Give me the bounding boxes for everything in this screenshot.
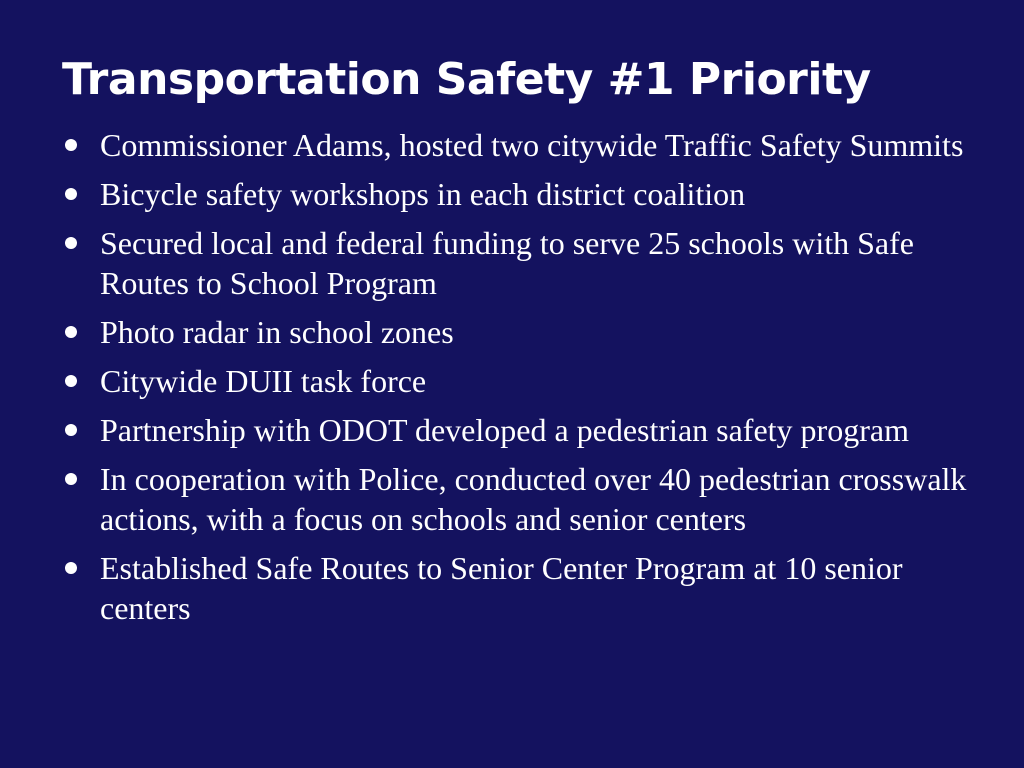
bullet-text: Established Safe Routes to Senior Center Program at 10 senior centers <box>100 550 903 626</box>
bullet-item <box>62 459 982 539</box>
bullet-icon <box>65 237 77 249</box>
bullet-text: Citywide DUII task force <box>100 363 427 399</box>
bullet-icon <box>65 375 77 387</box>
bullet-text: Commissioner Adams, hosted two citywide Traffic Safety Summits <box>100 127 964 163</box>
bullet-icon <box>65 473 77 485</box>
bullet-item <box>62 125 982 165</box>
bullet-item <box>62 223 982 303</box>
bullet-icon <box>65 188 77 200</box>
bullet-text: In cooperation with Police, conducted over 40 pedestrian crosswalk actions, with a focus on schools and senior centers <box>100 461 967 537</box>
bullet-list <box>62 125 982 637</box>
bullet-icon <box>65 139 77 151</box>
bullet-icon <box>65 562 77 574</box>
bullet-text: Secured local and federal funding to serve 25 schools with Safe Routes to School Program <box>100 225 914 301</box>
slide-title: Transportation Safety #1 Priority <box>62 54 871 105</box>
bullet-item <box>62 174 982 214</box>
bullet-item <box>62 312 982 352</box>
bullet-icon <box>65 326 77 338</box>
bullet-text: Photo radar in school zones <box>100 314 454 350</box>
bullet-item <box>62 548 982 628</box>
bullet-text: Bicycle safety workshops in each district coalition <box>100 176 746 212</box>
bullet-text: Partnership with ODOT developed a pedestrian safety program <box>100 412 909 448</box>
bullet-item <box>62 361 982 401</box>
bullet-icon <box>65 424 77 436</box>
bullet-item <box>62 410 982 450</box>
